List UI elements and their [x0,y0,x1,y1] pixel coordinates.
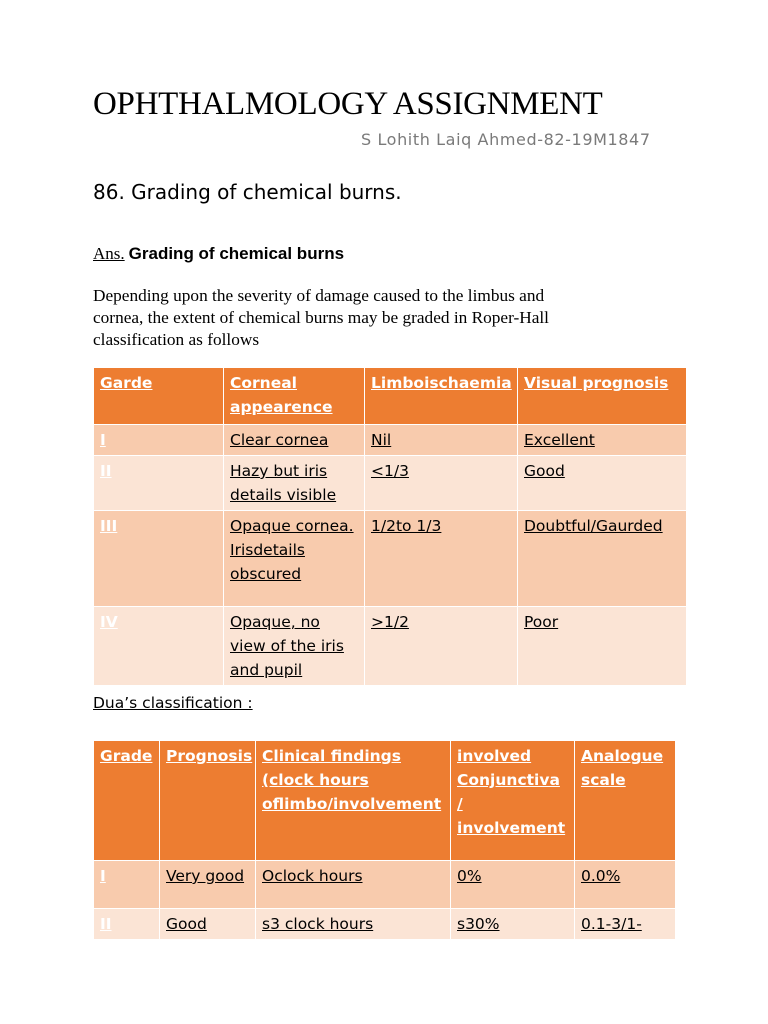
table-cell: s3 clock hours [256,909,451,940]
table-cell: Good [518,456,687,511]
document-title: OPHTHALMOLOGY ASSIGNMENT [93,86,603,122]
table-cell: Poor [518,607,687,686]
table-cell: Nil [365,425,518,456]
grade-cell: IV [94,607,224,686]
table-cell: Hazy but iris details visible [224,456,365,511]
grade-cell: I [94,861,160,909]
table-row [94,861,676,909]
table-row [94,425,687,456]
table-cell: Clear cornea [224,425,365,456]
question-heading: 86. Grading of chemical burns. [93,180,402,204]
dua-classification-caption: Dua’s classification : [93,694,253,712]
answer-prefix: Ans. [93,244,125,263]
column-header: Garde [94,368,224,425]
answer-heading: Grading of chemical burns [128,244,345,263]
grade-cell: II [94,456,224,511]
column-header: Clinical findings (clock hours oflimbo/involvement [256,741,451,861]
table-cell: Doubtful/Gaurded [518,511,687,607]
table-cell: Very good [160,861,256,909]
table-cell: 1/2to 1/3 [365,511,518,607]
table-cell: <1/3 [365,456,518,511]
intro-line: cornea, the extent of chemical burns may be graded in Roper-Hall [93,308,549,327]
table-cell: s30% [451,909,575,940]
table-cell: 0.1-3/1- [575,909,676,940]
table-cell: 0% [451,861,575,909]
table-cell: Excellent [518,425,687,456]
table-header-row [94,368,687,425]
table-header-row [94,741,676,861]
grade-cell: I [94,425,224,456]
column-header: Analogue scale [575,741,676,861]
column-header: Visual prognosis [518,368,687,425]
column-header: involved Conjunctiva / involvement [451,741,575,861]
answer-heading-line [93,244,344,264]
column-header: Corneal appearence [224,368,365,425]
intro-line: classification as follows [93,330,260,349]
column-header: Prognosis [160,741,256,861]
grade-cell: II [94,909,160,940]
grade-cell: III [94,511,224,607]
table-cell: Opaque, no view of the iris and pupil [224,607,365,686]
table-cell: >1/2 [365,607,518,686]
column-header: Grade [94,741,160,861]
table-row [94,456,687,511]
dua-classification-table [93,740,676,940]
intro-paragraph [93,285,673,351]
table-row [94,909,676,940]
roper-hall-table [93,367,687,686]
author-line: S Lohith Laiq Ahmed-82-19M1847 [361,130,651,149]
intro-line: Depending upon the severity of damage caused to the limbus and [93,286,545,305]
table-cell: Good [160,909,256,940]
table-row [94,607,687,686]
table-cell: 0.0% [575,861,676,909]
column-header: Limboischaemia [365,368,518,425]
table-cell: Oclock hours [256,861,451,909]
table-cell: Opaque cornea. Irisdetails obscured [224,511,365,607]
table-row [94,511,687,607]
